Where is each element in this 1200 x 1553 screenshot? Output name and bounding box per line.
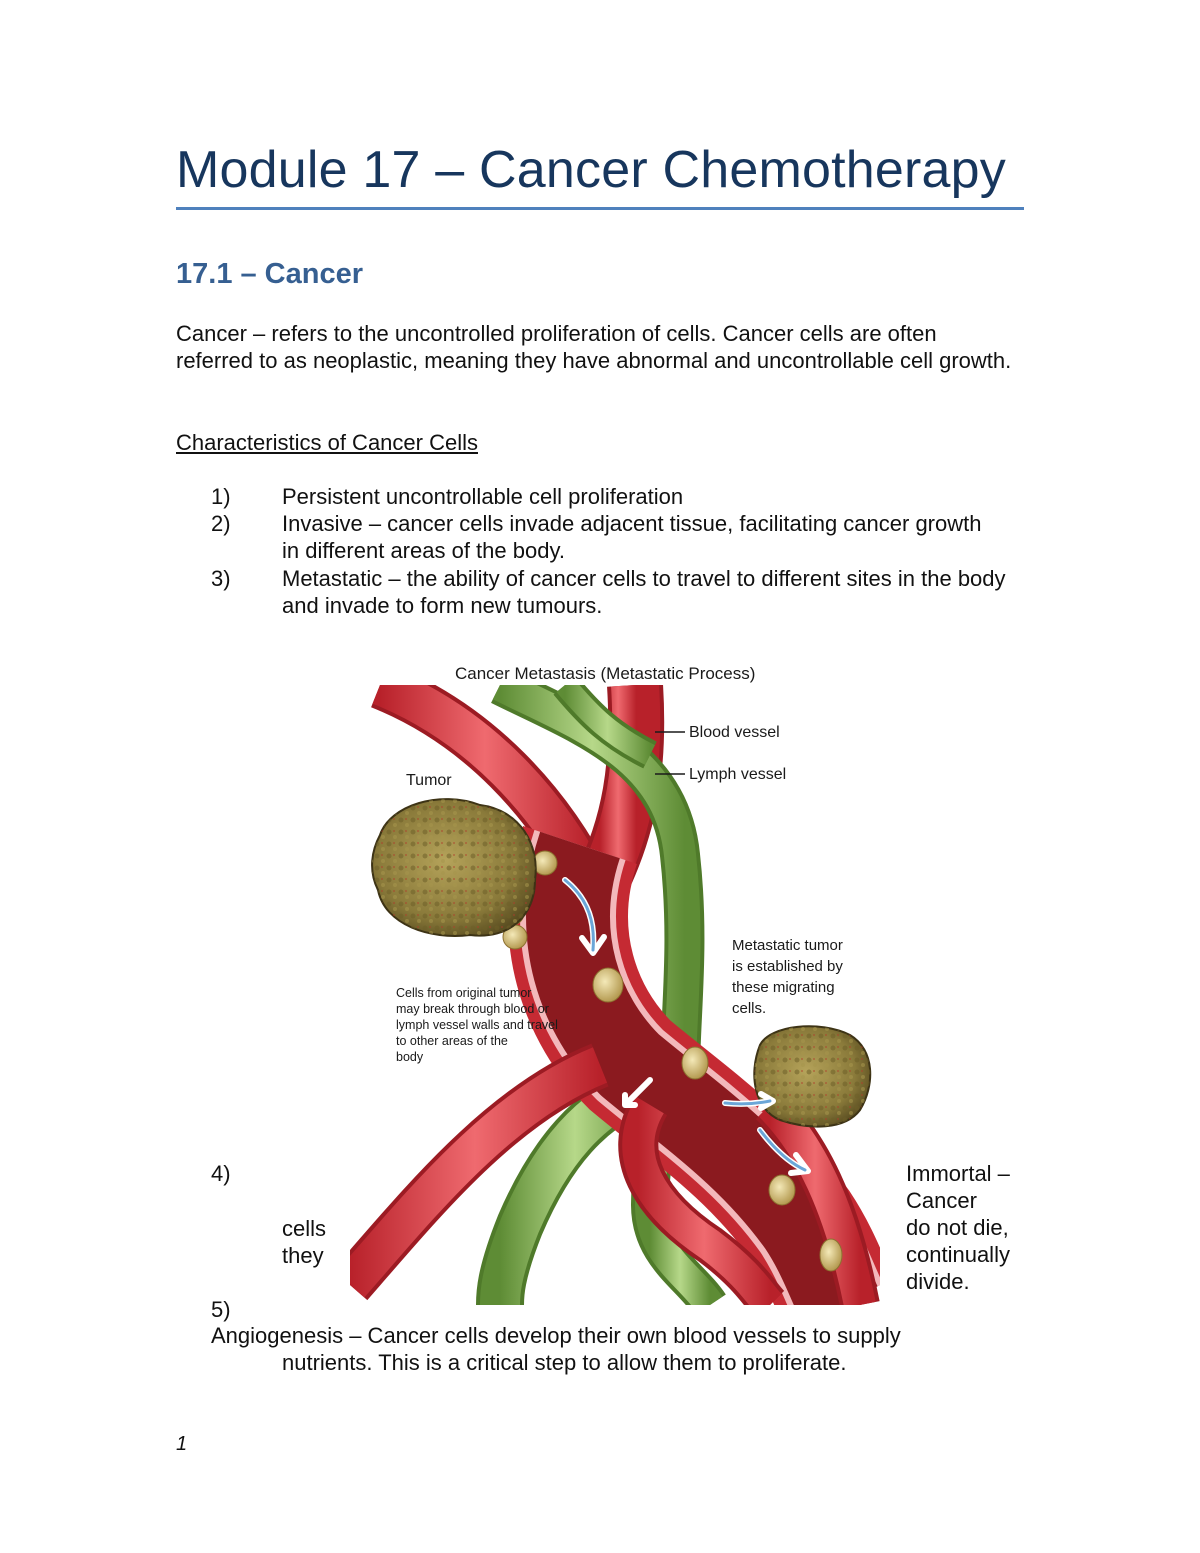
list-item-text: Metastatic – the ability of cancer cells to travel to different sites in the body and invade to form new tumours. xyxy=(282,566,1006,618)
item4-right-text xyxy=(906,1160,1010,1295)
section-heading: 17.1 – Cancer xyxy=(176,258,364,290)
label-tumor: Tumor xyxy=(406,772,452,789)
item4-left-fragment: they xyxy=(282,1243,324,1268)
list-number: 2) xyxy=(211,511,231,536)
item4-right-line: continually xyxy=(906,1242,1010,1267)
label-line: Metastatic tumor xyxy=(732,937,843,954)
page-number: 1 xyxy=(176,1433,188,1455)
list-number: 1) xyxy=(211,484,231,509)
label-line: is established by xyxy=(732,958,843,975)
list-number: 5) xyxy=(211,1297,231,1322)
intro-paragraph: Cancer – refers to the uncontrolled proliferation of cells. Cancer cells are often referred to as neoplastic, meaning they have abnormal and uncontrollable cell growth. xyxy=(176,321,1012,373)
title-underline-rule xyxy=(176,207,1024,210)
page-title: Module 17 – Cancer Chemotherapy xyxy=(176,141,1006,199)
label-line: lymph vessel walls and travel xyxy=(396,1018,558,1032)
item4-right-line: do not die, xyxy=(906,1215,1009,1240)
list-item-text: Persistent uncontrollable cell proliferation xyxy=(282,484,684,509)
characteristics-heading: Characteristics of Cancer Cells xyxy=(176,430,478,455)
label-metastatic-tumor xyxy=(732,935,843,1019)
item5-line-1: Angiogenesis – Cancer cells develop their own blood vessels to supply xyxy=(211,1323,901,1348)
label-line: these migrating xyxy=(732,979,835,996)
list-number: 3) xyxy=(211,566,231,591)
list-number: 4) xyxy=(211,1161,231,1186)
label-line: body xyxy=(396,1050,424,1064)
list-item-text: Invasive – cancer cells invade adjacent tissue, facilitating cancer growth in different areas of the body. xyxy=(282,511,982,563)
label-blood-vessel: Blood vessel xyxy=(689,724,780,741)
item4-right-line: Cancer xyxy=(906,1188,977,1213)
label-line: may break through blood or xyxy=(396,1002,549,1016)
label-line: cells. xyxy=(732,1000,767,1017)
label-line: Cells from original tumor xyxy=(396,986,532,1000)
item4-right-line: Immortal – xyxy=(906,1161,1010,1186)
label-line: to other areas of the xyxy=(396,1034,508,1048)
item4-left-fragment: cells xyxy=(282,1216,327,1241)
label-cells-from-tumor xyxy=(396,985,558,1065)
item4-right-line: divide. xyxy=(906,1269,970,1294)
item5-line-2: nutrients. This is a critical step to allow them to proliferate. xyxy=(282,1350,847,1375)
label-lymph-vessel: Lymph vessel xyxy=(689,766,787,783)
figure-caption: Cancer Metastasis (Metastatic Process) xyxy=(455,664,756,683)
